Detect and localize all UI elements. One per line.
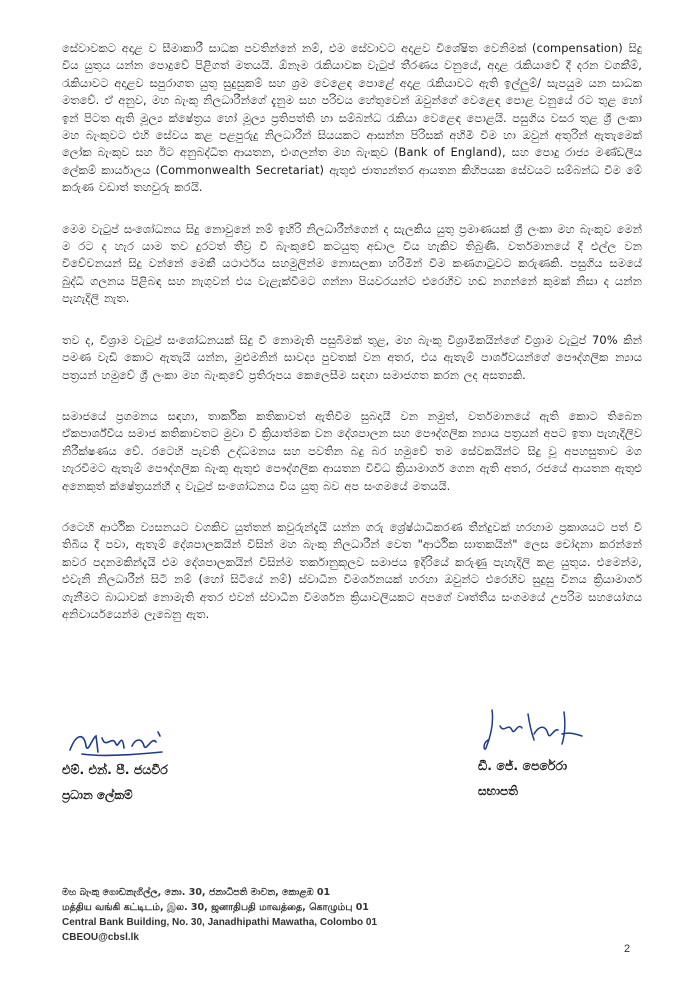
letterhead-footer <box>62 885 482 945</box>
paragraph-pension: තව ද, විශ්‍රාම වැටුප් සංශෝධනයක් සිදු වී නොමැති පසුබිමක් තුළ, මහ බැංකු විශ්‍රාමිකයින්ගේ විශ්‍රාම වැටුප් 70% කින් පමණ වැඩි කොට ඇතැයි යන්න, මුළුමනින් සාවද්‍ය පුවතක් වන අතර, එය ඇතැම් පාර්ශ්වයන්ගේ පෞද්ගලික න්‍යාය පත්‍රයන් හමුවේ ශ්‍රී ලංකා මහ බැංකුවේ ප්‍රතිරූපය කෙලෙසීම සඳහා සමාජගත කරන ලද අසත්‍යකි. <box>62 332 642 382</box>
signature-block-president <box>478 704 648 799</box>
signature-block-secretary <box>62 724 262 803</box>
footer-email: CBEOU@cbsl.lk <box>62 932 139 943</box>
footer-address-tamil: மத்திய வங்கி கட்டிடம், இல. 30, ஜனாதிபதி மாவத்தை, கொழும்பு 01 <box>62 902 369 913</box>
handwritten-signature-secretary <box>62 724 172 760</box>
paragraph-brain-drain: මෙම වැටුප් සංශෝධනය සිදු නොවුනේ නම් ඉහිරි නිලධාරීන්ගෙන් ද සැලකිය යුතු ප්‍රමාණයක් ශ්‍රී ලංකා මහ බැංකුව මෙන් ම රට ද හැර යාම තව දුරටත් තීව්‍ර වී බැංකුවේ කටයුතු අඩාල විය හැකිව තිබුණි. වර්තමානයේ දී එල්ල වන විවේචනයන් සිදු වන්නේ මෙකී යථාර්ථය සහමුලින්ම නොසලකා හරිමින් වීම කණගාටුවට කරුණකි. පසුගිය සමයේ බුද්ධි ගලනය පිළිබඳ සහ නැගුවන් එය වැළැක්වීමට ගන්නා පියවරයන්ට එරෙහිව හඬ නගන්නේ කුමක් නිසා ද යන්න පැහැදිලි නැත. <box>62 221 642 306</box>
page-number: 2 <box>624 943 631 955</box>
signatory-name-secretary: එම්. එන්. පී. ජයවීර <box>62 762 168 777</box>
signatory-title-secretary: ප්‍රධාන ලේකම් <box>62 788 133 802</box>
signatory-name-president: ඩී. ජේ. පෙරේරා <box>478 758 568 773</box>
paragraph-economic-crisis: රටෙහි ආර්ථික ව්‍යසනයට වගකිව යුත්තන් කවුරුන්දැයි යන්න ගරු ශ්‍රේෂ්ඨාධිකරණ තීන්දුවක් හරහාම ප්‍රකාශයට පත් වී තිබිය දී පවා, ඇතැම් දේශපාලකයින් විසින් මහ බැංකු නිලධාරීන් වෙත "ආර්ථික ඝාතකයින්" ලෙස චෝදනා කරන්නේ කවර පදනමකින්දැයි එම දේශපාලකයින් විසින්ම තර්කානුකූලව සමාජය ඉදිරියේ කරුණු පැහැදිලි කළ යුතුය. එමෙන්ම, එවැනි නිලධාරීන් සිටී නම් (හෝ සිටියේ නම්) ස්වාධීන විමර්ශනයක් හරහා ඔවුන්ට එරෙහිව සුදුසු විනය ක්‍රියාමාර්ග ගැනීමට බාධාවක් නොමැති අතර එවන් ස්වාධීන විමර්ශන ක්‍රියාවලියකට අපගේ වෘත්තීය සංගමයේ උපරිම සහයෝගය අනිවාර්යයෙන්ම ලැබෙනු ඇත. <box>62 519 642 621</box>
footer-address-english: Central Bank Building, No. 30, Janadhipathi Mawatha, Colombo 01 <box>62 917 378 928</box>
handwritten-signature-president <box>478 704 588 756</box>
letter-body <box>62 40 642 647</box>
footer-address-sinhala: මහ බැංකු ගොඩනැගිල්ල, නො. 30, ජනාධිපති මාවත, කොළඹ 01 <box>62 887 331 898</box>
paragraph-social-discourse: සමාජයේ ප්‍රගමනය සඳහා, තාර්කික කතිකාවත් ඇතිවීම සුබදායී වන නමුත්, වර්තමානයේ ඇති කොට තිබෙන ඒකපාර්ශ්වීය සමාජ කතිකාවතට මුවා වී ක්‍රියාත්මක වන දේශපාලන සහ පෞද්ගලික න්‍යාය පත්‍රයන් අපට ඉතා පැහැදිලිව නිරීක්ෂණය වේ. රටෙහි පැවති උද්ධමනය සහ පවතින බදු බර හමුවේ තම සේවකයින්ට සිදු වූ අපහසුතාව මග හැරවීමට ඇතැම් පෞද්ගලික බැංකු ඇතුළු පෞද්ගලික ආයතන විවිධ ක්‍රියාමාර්ග ගෙන ඇති අතර, රජයේ ආයතන ඇතුළු අනෙකුත් ක්ෂේත්‍රයන්හී ද වැටුප් සංශෝධනය විය යුතු බව අප සංගමයේ මතයයි. <box>62 408 642 493</box>
paragraph-compensation: සේවාවකට අදාළ ව සීමාකාරී සාධක පවතින්නේ නම්, එම සේවාවට අදාළව විශේෂිත වෙනිමක් (compensation) සිදු විය යුතුය යන්න පොදුවේ පිළිගත් මතයයි. ඕනෑම රැකියාවක වැටුප් තීරණය වනුයේ, අදාළ රැකියාවේ දී දරන වගකීම්, රැකියාවට අදාළව සපුරාගත යුතු සුදුසුකම් සහ ශ්‍රම වෙළෙඳ පොළේ අදාළ රැකියාවට ඇති ඉල්ලුම්/ සැපයුම යන සාධක මතවේ. ඒ අනුව, මහ බැංකු නිලධාරීන්ගේ දැනුම සහ පරිචය හේතුවෙන් ඔවුන්ගේ වෙළෙඳ පොළ වනුයේ රට තුළ හෝ ඉන් පිටත ඇති මූල්‍ය ක්ෂේත්‍රය හෝ මූල්‍ය ප්‍රතිපත්ති හා සම්බන්ධ රැකියා වෙළෙඳ පොළයි. පසුගිය වසර තුළ ශ්‍රී ලංකා මහ බැංකුවට එහි සේවය කළ පළපුරුදු නිලධාරීන් සියයකට ආසන්න පිරිසක් අහිමි වීම හා ඔවුන් අතුරින් ඇතැමෙක් ලෝක බැංකුව සහ ඊට අනුබද්ධිත ආයතන, එංගලන්ත මහ බැංකුව (Bank of England), සහ පොදු රාජ්‍ය මණ්ඩලීය ලේකම් කාර්යාලය (Commonwealth Secretariat) ඇතුළු ජාත්‍යන්තර ආයතන කිහිපයක සේවයට සම්බන්ධ වීම මේ කරුණ වඩාත් තහවුරු කරයි. <box>62 41 642 195</box>
signatory-title-president: සභාපති <box>478 784 518 798</box>
